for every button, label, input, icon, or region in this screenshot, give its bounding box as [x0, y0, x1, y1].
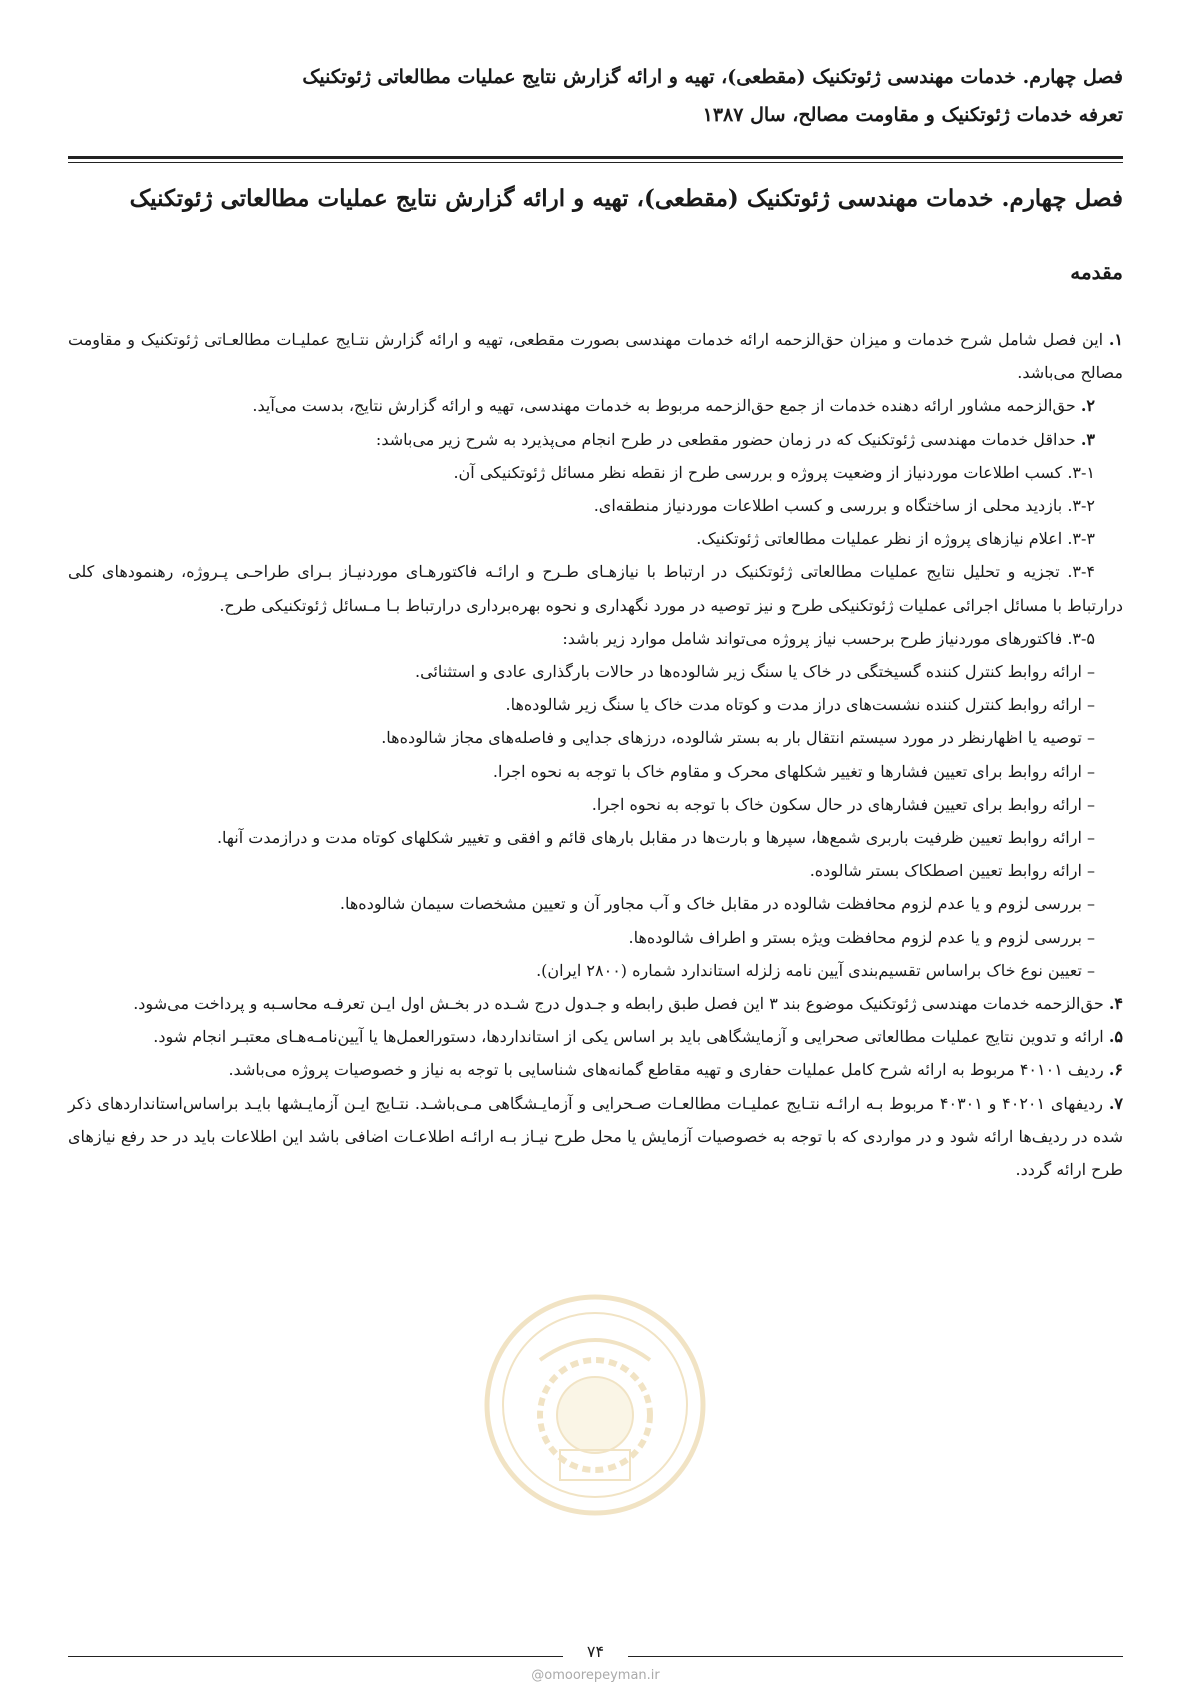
paragraph-number: ۶.	[1108, 1060, 1123, 1080]
bullet-item: – تعیین نوع خاک براساس تقسیم‌بندی آیین نامه زلزله استاندارد شماره (۲۸۰۰ ایران).	[536, 960, 1095, 980]
subitem-3-5: ۳-۵. فاکتورهای موردنیاز طرح برحسب نیاز پروژه می‌تواند شامل موارد زیر باشد:	[562, 628, 1095, 648]
bullet-item: – ارائه روابط کنترل کننده نشست‌های دراز مدت و کوتاه مدت خاک یا سنگ زیر شالوده‌ها.	[505, 695, 1095, 715]
subitem-3-2: ۳-۲. بازدید محلی از ساختگاه و بررسی و کسب اطلاعات موردنیاز منطقه‌ای.	[593, 496, 1095, 516]
paragraph-text: حق‌الزحمه خدمات مهندسی ژئوتکنیک موضوع بند ۳ این فصل طبق رابطه و جـدول درج شـده در بخـش اول ایـن تعرفـه محاسـبه و پرداخت می‌شود.	[133, 994, 1104, 1014]
paragraph-number: ۵.	[1108, 1027, 1123, 1047]
header-rule-thick	[68, 156, 1123, 159]
document-body	[68, 323, 1123, 1186]
paragraph-text: حق‌الزحمه مشاور ارائه دهنده خدمات از جمع حق‌الزحمه مربوط به خدمات مهندسی، تهیه و ارائه گزارش نتایج، بدست می‌آید.	[252, 396, 1076, 416]
subitem-3-1: ۳-۱. کسب اطلاعات موردنیاز از وضعیت پروژه و بررسی طرح از نقطه نظر مسائل ژئوتکنیکی آن.	[453, 462, 1095, 482]
bullet-item: – ارائه روابط تعیین اصطکاک بستر شالوده.	[809, 861, 1095, 881]
page-number: ۷۴	[586, 1642, 605, 1661]
bullet-item: – بررسی لزوم و یا عدم لزوم محافظت شالوده در مقابل خاک و آب مجاور آن و تعیین مشخصات سیمان شالوده‌ها.	[339, 894, 1095, 914]
subitem-3-4: ۳-۴. تجزیه و تحلیل نتایج عملیات مطالعاتی ژئوتکنیک در ارتباط با نیازهـای طـرح و ارائـه فاکتورهـای موردنیـاز بـرای طراحـی پـروژه، رهنمودهای کلی درارتباط با مسائل اجرائی عملیات ژئوتکنیکی طرح و نیز توصیه در مورد نگهداری و نحوه بهره‌برداری درارتباط بـا مـسائل ژئوتکنیکی طرح.	[68, 562, 1123, 615]
chapter-title: فصل چهارم. خدمات مهندسی ژئوتکنیک (مقطعی)، تهیه و ارائه گزارش نتایج عملیات مطالعاتی ژئوتکنیک	[129, 185, 1123, 212]
bullet-item: – ارائه روابط تعیین ظرفیت باربری شمع‌ها، سپرها و بارت‌ها در مقابل بارهای قائم و افقی و تغییر شکلهای کوتاه مدت و درازمدت آنها.	[216, 828, 1095, 848]
seal-watermark	[480, 1290, 710, 1520]
bullet-item: – ارائه روابط کنترل کننده گسیختگی در خاک یا سنگ زیر شالوده‌ها در حالات بارگذاری عادی و استثنائی.	[415, 662, 1095, 682]
paragraph-4	[68, 987, 1123, 1020]
bullet-item: – ارائه روابط برای تعیین فشارها و تغییر شکلهای محرک و مقاوم خاک با توجه به نحوه اجرا.	[492, 761, 1095, 781]
paragraph-6	[68, 1053, 1123, 1086]
watermark-site: @omoorepeyman.ir	[531, 1668, 660, 1683]
subitem-3-3: ۳-۳. اعلام نیازهای پروژه از نظر عملیات مطالعاتی ژئوتکنیک.	[696, 529, 1095, 549]
paragraph-text: حداقل خدمات مهندسی ژئوتکنیک که در زمان حضور مقطعی در طرح انجام می‌پذیرد به شرح زیر می‌باشد:	[375, 429, 1076, 449]
section-heading: مقدمه	[1070, 260, 1123, 284]
paragraph-number: ۷.	[1108, 1093, 1123, 1113]
bullet-item: – ارائه روابط برای تعیین فشارهای در حال سکون خاک با توجه به نحوه اجرا.	[591, 794, 1095, 814]
running-header-tariff: تعرفه خدمات ژئوتکنیک و مقاومت مصالح، سال ۱۳۸۷	[702, 104, 1123, 126]
paragraph-1	[68, 323, 1123, 389]
paragraph-number: ۴.	[1108, 994, 1123, 1014]
paragraph-number: ۲.	[1080, 396, 1095, 416]
paragraph-text: ردیفهای ۴۰۲۰۱ و ۴۰۳۰۱ مربوط بـه ارائـه نتـایج عملیـات مطالعـات صـحرایی و آزمایـشگاهی مـی‌باشـد. نتـایج ایـن آزمایـشها بایـد براساس‌استانداردهای ذکر شده در ردیف‌ها ارائه شود و در مواردی که با توجه به خصوصیات آزمایش یا محل طرح نیـاز بـه ارائـه اطلاعـات اضافی باشد این اطلاعات باید در حد رفع نیازهای طرح ارائه گردد.	[68, 1093, 1124, 1180]
paragraph-text: این فصل شامل شرح خدمات و میزان حق‌الزحمه ارائه خدمات مهندسی بصورت مقطعی، تهیه و ارائه گزارش نتـایج عملیـات مطالعـاتی ژئوتکنیک و مقاومت مصالح می‌باشد.	[68, 330, 1123, 383]
bullet-item: – توصیه یا اظهارنظر در مورد سیستم انتقال بار به بستر شالوده، درزهای جدایی و فاصله‌های مجاز شالوده‌ها.	[381, 728, 1095, 748]
paragraph-7	[68, 1087, 1123, 1187]
header-rule-thin	[68, 162, 1123, 163]
running-header-chapter: فصل چهارم. خدمات مهندسی ژئوتکنیک (مقطعی)، تهیه و ارائه گزارش نتایج عملیات مطالعاتی ژئوتکنیک	[302, 66, 1123, 88]
paragraph-number: ۳.	[1080, 429, 1095, 449]
paragraph-text: ارائه و تدوین نتایج عملیات مطالعاتی صحرایی و آزمایشگاهی باید بر اساس یکی از استانداردها، دستورالعمل‌ها یا آیین‌نامـه‌هـای معتبـر انجام شود.	[153, 1027, 1104, 1047]
paragraph-5	[68, 1020, 1123, 1053]
paragraph-text: ردیف ۴۰۱۰۱ مربوط به ارائه شرح کامل عملیات حفاری و تهیه مقاطع گمانه‌های شناسایی با توجه به نیاز و خصوصیات پروژه می‌باشد.	[228, 1060, 1104, 1080]
bullet-item: – بررسی لزوم و یا عدم لزوم محافظت ویژه بستر و اطراف شالوده‌ها.	[628, 927, 1095, 947]
paragraph-2	[68, 389, 1123, 422]
paragraph-3	[68, 423, 1123, 456]
paragraph-number: ۱.	[1108, 330, 1123, 349]
